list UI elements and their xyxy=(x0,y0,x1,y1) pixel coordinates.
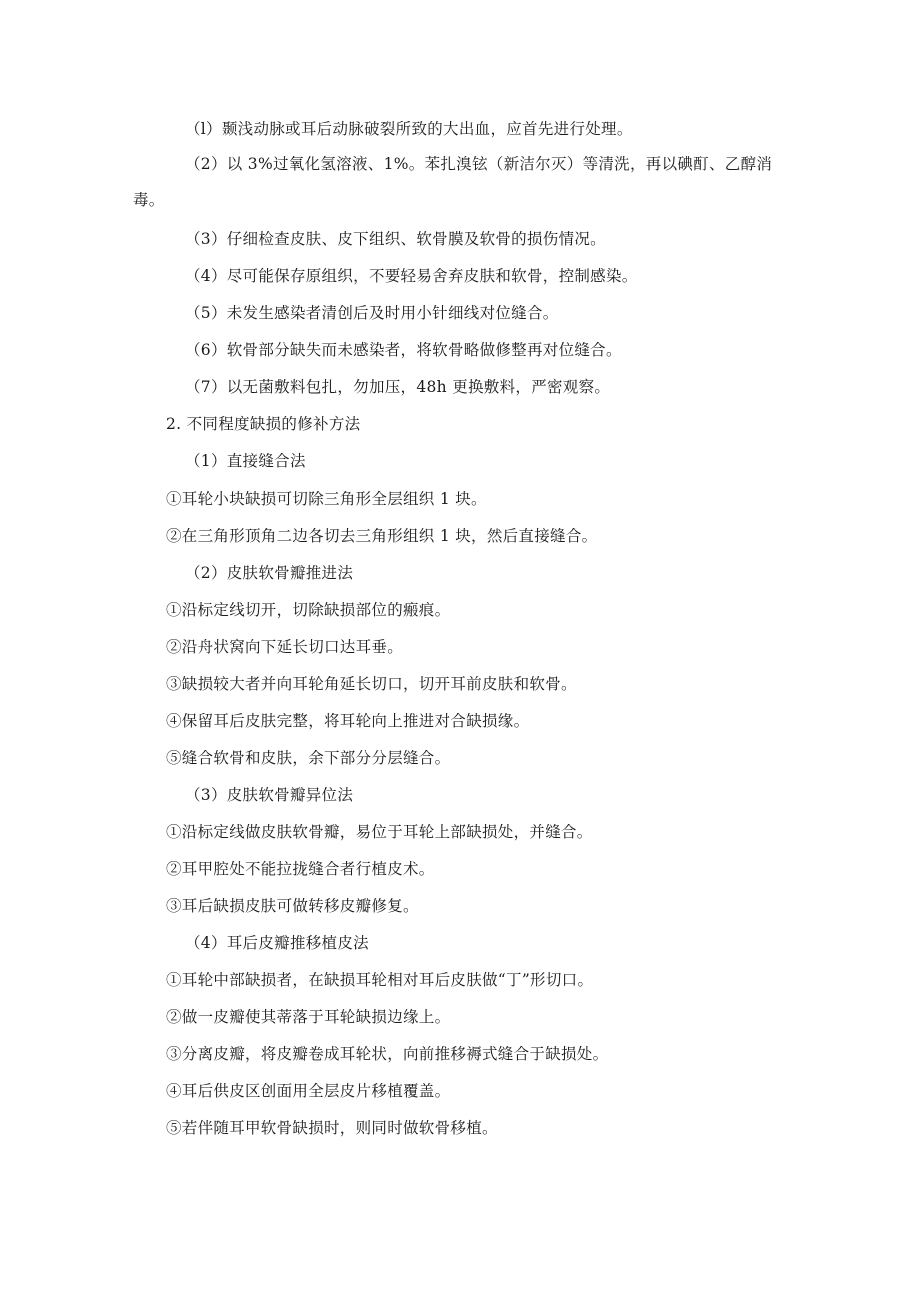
method-4-item: ①耳轮中部缺损者，在缺损耳轮相对耳后皮肤做“丁”形切口。 xyxy=(166,971,594,989)
step-4: （4）尽可能保存原组织，不要轻易舍弃皮肤和软骨，控制感染。 xyxy=(185,267,638,285)
method-3-item: ③耳后缺损皮肤可做转移皮瓣修复。 xyxy=(166,897,419,915)
method-2-item: ②沿舟状窝向下延长切口达耳垂。 xyxy=(166,638,404,656)
method-4-heading: （4）耳后皮瓣推移植皮法 xyxy=(185,934,369,952)
method-2-item: ①沿标定线切开，切除缺损部位的瘢痕。 xyxy=(166,601,451,619)
method-4-item: ④耳后供皮区创面用全层皮片移植覆盖。 xyxy=(166,1082,451,1100)
step-3: （3）仔细检查皮肤、皮下组织、软骨膜及软骨的损伤情况。 xyxy=(185,230,606,248)
method-2-item: ④保留耳后皮肤完整，将耳轮向上推进对合缺损缘。 xyxy=(166,712,530,730)
step-7: （7）以无菌敷料包扎，勿加压，48h 更换敷料，严密观察。 xyxy=(185,378,611,396)
method-4-item: ③分离皮瓣，将皮瓣卷成耳轮状，向前推移褥式缝合于缺损处。 xyxy=(166,1045,609,1063)
step-6: （6）软骨部分缺失而未感染者，将软骨略做修整再对位缝合。 xyxy=(185,341,622,359)
method-4-item: ②做一皮瓣使其蒂落于耳轮缺损边缘上。 xyxy=(166,1008,451,1026)
method-3-heading: （3）皮肤软骨瓣异位法 xyxy=(185,786,354,804)
method-3-item: ①沿标定线做皮肤软骨瓣，易位于耳轮上部缺损处，并缝合。 xyxy=(166,823,593,841)
method-2-item: ⑤缝合软骨和皮肤，余下部分分层缝合。 xyxy=(166,749,451,767)
method-2-heading: （2）皮肤软骨瓣推进法 xyxy=(185,564,354,582)
step-5: （5）未发生感染者清创后及时用小针细线对位缝合。 xyxy=(185,304,559,322)
method-4-item: ⑤若伴随耳甲软骨缺损时，则同时做软骨移植。 xyxy=(166,1119,498,1137)
step-1: （l）颞浅动脉或耳后动脉破裂所致的大出血，应首先进行处理。 xyxy=(185,120,633,138)
section-heading: 2. 不同程度缺损的修补方法 xyxy=(166,415,361,433)
step-2: （2）以 3%过氧化氢溶液、1%。苯扎溴铉（新洁尔灭）等清洗，再以碘酊、乙醇消毒。 xyxy=(133,155,773,209)
method-2-item: ③缺损较大者并向耳轮角延长切口，切开耳前皮肤和软骨。 xyxy=(166,675,577,693)
method-1-heading: （1）直接缝合法 xyxy=(185,452,306,470)
method-3-item: ②耳甲腔处不能拉拢缝合者行植皮术。 xyxy=(166,860,435,878)
method-1-item: ②在三角形顶角二边各切去三角形组织 1 块，然后直接缝合。 xyxy=(166,527,598,545)
method-1-item: ①耳轮小块缺损可切除三角形全层组织 1 块。 xyxy=(166,490,487,508)
